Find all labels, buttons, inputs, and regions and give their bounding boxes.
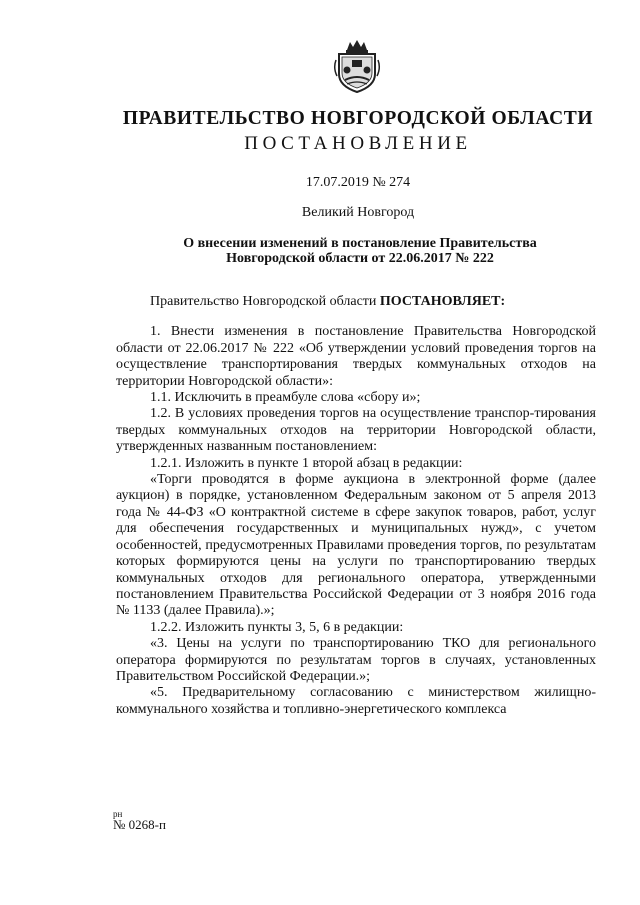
document-body xyxy=(116,294,596,718)
document-footer xyxy=(113,810,166,831)
document-subject xyxy=(150,236,570,266)
paragraph-1-2: 1.2. В условиях проведения торгов на осуществление транспор-тирования твердых коммунальных отходов на территории Новгородской области, утвержденных названным постановлением: xyxy=(116,406,596,455)
quote-clause-5: «5. Предварительному согласованию с министерством жилищно-коммунального хозяйства и топливно-энергетического комплекса xyxy=(116,685,596,717)
city-name: Великий Новгород xyxy=(301,205,415,220)
footer-initials: рн xyxy=(113,809,123,819)
lead-text: Правительство Новгородской области xyxy=(150,294,380,309)
quote-clause-1: «Торги проводятся в форме аукциона в электронной форме (далее аукцион) в порядке, установленном Федеральным законом от 5 апреля 2013 года № 44-ФЗ «О контрактной системе в сфере закупок товаров, работ, услуг для обеспечения государственных и муниципальных нужд», с учетом особенностей, предусмотренных Правилами проведения торгов, по результатам которых формируются цены на услуги по транспортированию твердых коммунальных отходов для регионального оператора, утвержденными постановлением Правительства Российской Федерации от 3 ноября 2016 года № 1133 (далее Правила).»; xyxy=(116,472,596,619)
document-type: ПОСТАНОВЛЕНИЕ xyxy=(244,133,472,154)
coat-of-arms-emblem xyxy=(333,36,381,94)
organization-title: ПРАВИТЕЛЬСТВО НОВГОРОДСКОЙ ОБЛАСТИ xyxy=(122,108,594,129)
subject-line: Новгородской области от 22.06.2017 № 222 xyxy=(226,251,494,266)
quote-clause-3: «3. Цены на услуги по транспортированию ТКО для регионального оператора формируются по результатам торгов в случаях, установленных Правительством Российской Федерации.»; xyxy=(116,636,596,684)
subject-line: О внесении изменений в постановление Правительства xyxy=(183,236,537,251)
resolution-lead xyxy=(116,294,596,310)
paragraph-1: 1. Внести изменения в постановление Правительства Новгородской области от 22.06.2017 № 222 «Об утверждении условий проведения торгов на осуществление транспортирования твердых коммунальных отходов на территории Новгородской области»: xyxy=(116,324,596,389)
lead-keyword: ПОСТАНОВЛЯЕТ: xyxy=(379,294,506,309)
date-number: 17.07.2019 № 274 xyxy=(305,175,411,190)
paragraph-1-1: 1.1. Исключить в преамбуле слова «сбору и»; xyxy=(150,390,421,406)
paragraph-1-2-1: 1.2.1. Изложить в пункте 1 второй абзац в редакции: xyxy=(150,455,463,471)
paragraph-1-2-2: 1.2.2. Изложить пункты 3, 5, 6 в редакции: xyxy=(150,619,404,635)
registration-number: № 0268-п xyxy=(113,817,166,832)
